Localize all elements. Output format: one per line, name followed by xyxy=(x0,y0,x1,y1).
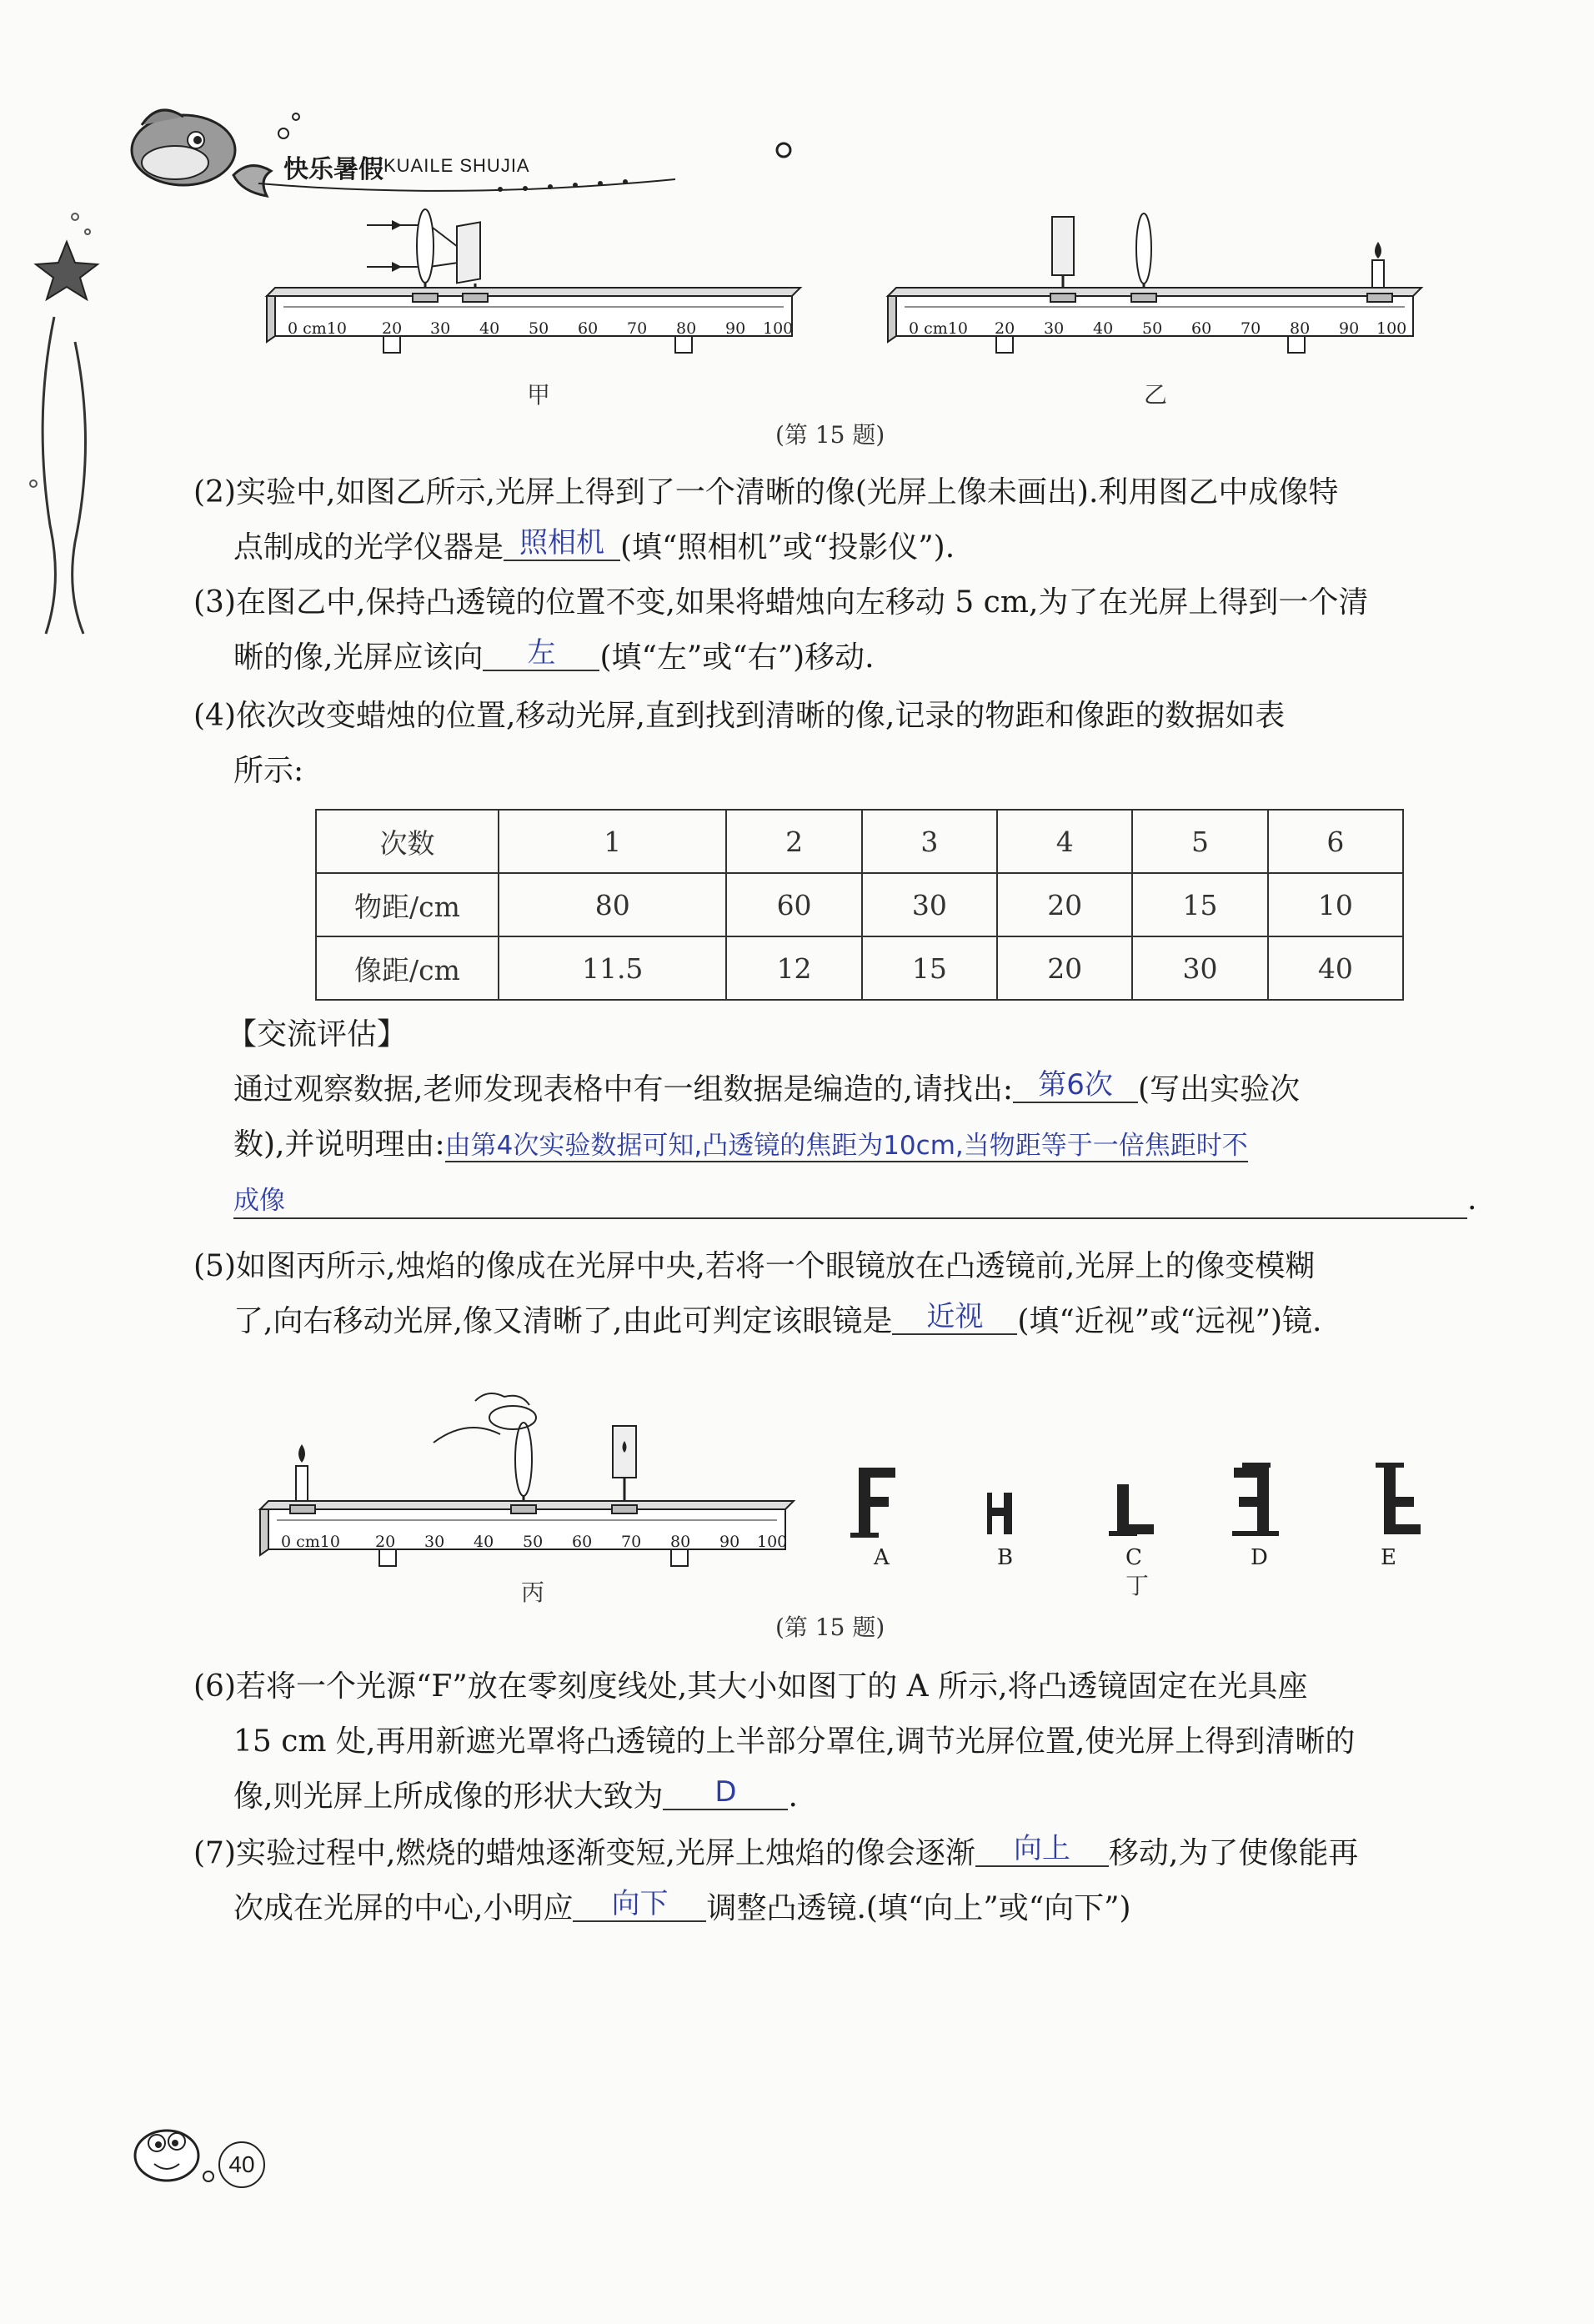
letter-label: B xyxy=(997,1545,1014,1570)
letter-label: A xyxy=(874,1545,890,1570)
table-cell: 15 xyxy=(862,936,997,1000)
figure-ding xyxy=(850,1463,1421,1570)
q7-answer1-blank[interactable]: 向上 xyxy=(975,1832,1109,1867)
table-cell: 30 xyxy=(862,873,997,936)
table-row xyxy=(316,936,1403,1000)
q2-answer-blank[interactable]: 照相机 xyxy=(504,526,620,561)
figure-label-ding: 丁 xyxy=(1125,1572,1150,1599)
q4-line2: 所示: xyxy=(233,754,304,788)
data-table xyxy=(315,809,1404,1001)
ruler-tick-label: 30 xyxy=(430,319,451,338)
q3-line2-post: (填“左”或“右”)移动. xyxy=(599,640,875,675)
ruler-tick-label: 60 xyxy=(578,319,599,338)
q7-line1-pre: (7)实验过程中,燃烧的蜡烛逐渐变短,光屏上烛焰的像会逐渐 xyxy=(193,1836,975,1870)
letter-shape-c-icon xyxy=(1109,1484,1154,1536)
ruler-tick-label: 80 xyxy=(676,319,697,338)
ruler-tick-label: 40 xyxy=(479,319,500,338)
table-cell: 20 xyxy=(997,873,1132,936)
ruler-tick-label: 90 xyxy=(1339,319,1360,338)
ruler-tick-label: 70 xyxy=(627,319,648,338)
letter-label: C xyxy=(1125,1545,1142,1570)
q7-line2-pre: 次成在光屏的中心,小明应 xyxy=(233,1891,574,1925)
ruler-tick-label: 100 xyxy=(1376,319,1407,338)
ruler-tick-label: 0 cm10 xyxy=(281,1533,340,1551)
q7-answer2-blank[interactable]: 向下 xyxy=(573,1887,706,1922)
question-6 xyxy=(193,1659,1355,1825)
ruler-tick-label: 100 xyxy=(763,319,794,338)
question-7 xyxy=(193,1826,1358,1936)
table-cell: 5 xyxy=(1132,810,1267,873)
q6-line2: 15 cm 处,再用新遮光罩将凸透镜的上半部分罩住,调节光屏位置,使光屏上得到清晰的 xyxy=(233,1724,1356,1759)
ruler-tick-label: 50 xyxy=(523,1533,544,1551)
q2-line2-post: (填“照相机”或“投影仪”). xyxy=(620,530,955,565)
eval-answer1-blank[interactable]: 第6次 xyxy=(1013,1068,1138,1103)
letter-label: D xyxy=(1251,1545,1268,1570)
table-cell: 4 xyxy=(997,810,1132,873)
q7-line2-post: 调整凸透镜.(填“向上”或“向下”) xyxy=(706,1891,1131,1925)
q6-line3-post: . xyxy=(788,1779,798,1814)
evaluation-section xyxy=(227,1007,1476,1227)
question-3 xyxy=(193,575,1368,685)
question-5 xyxy=(193,1239,1322,1349)
ruler-tick-label: 70 xyxy=(1241,319,1261,338)
table-cell: 10 xyxy=(1268,873,1403,936)
q5-line1: (5)如图丙所示,烛焰的像成在光屏中央,若将一个眼镜放在凸透镜前,光屏上的像变模糊 xyxy=(193,1249,1316,1283)
letter-shape-d-icon xyxy=(1232,1463,1279,1536)
table-cell: 2 xyxy=(726,810,861,873)
table-cell: 60 xyxy=(726,873,861,936)
ruler-tick-label: 20 xyxy=(382,319,403,338)
ruler-tick-label: 90 xyxy=(725,319,746,338)
ruler-tick-label: 60 xyxy=(572,1533,593,1551)
table-cell: 40 xyxy=(1268,936,1403,1000)
q3-line2-pre: 晰的像,光屏应该向 xyxy=(233,640,484,675)
eval-line3-end: . xyxy=(1467,1182,1477,1217)
table-cell: 15 xyxy=(1132,873,1267,936)
figure-yi xyxy=(888,213,1421,353)
table-cell: 80 xyxy=(499,873,726,936)
q5-line2-post: (填“近视”或“远视”)镜. xyxy=(1017,1304,1322,1338)
fish-mascot-icon xyxy=(125,2118,217,2193)
figure-caption-top: (第 15 题) xyxy=(775,421,885,449)
figure-caption-bottom: (第 15 题) xyxy=(775,1614,885,1641)
figure-bing xyxy=(260,1393,794,1566)
eval-line1-pre: 通过观察数据,老师发现表格中有一组数据是编造的,请找出: xyxy=(233,1072,1014,1107)
eval-answer2-line1[interactable]: 由第4次实验数据可知,凸透镜的焦距为10cm,当物距等于一倍焦距时不 xyxy=(444,1131,1248,1161)
eval-line1-post: (写出实验次 xyxy=(1138,1072,1301,1107)
ruler-tick-label: 30 xyxy=(1044,319,1065,338)
question-4 xyxy=(193,689,1285,799)
table-cell: 6 xyxy=(1268,810,1403,873)
ruler-tick-label: 80 xyxy=(1290,319,1311,338)
ruler-tick-label: 20 xyxy=(995,319,1015,338)
q6-line1: (6)若将一个光源“F”放在零刻度线处,其大小如图丁的 A 所示,将凸透镜固定在光具座 xyxy=(193,1669,1308,1704)
ruler-tick-label: 100 xyxy=(757,1533,788,1551)
q2-line1: (2)实验中,如图乙所示,光屏上得到了一个清晰的像(光屏上像未画出).利用图乙中成像特 xyxy=(193,475,1339,509)
table-row xyxy=(316,873,1403,936)
page-number: 40 xyxy=(218,2141,265,2188)
table-cell: 1 xyxy=(499,810,726,873)
table-row-label: 物距/cm xyxy=(316,873,499,936)
q4-line1: (4)依次改变蜡烛的位置,移动光屏,直到找到清晰的像,记录的物距和像距的数据如表 xyxy=(193,699,1286,733)
page-footer xyxy=(125,2118,325,2201)
ruler-tick-label: 60 xyxy=(1191,319,1212,338)
figure-label-bing: 丙 xyxy=(521,1579,545,1606)
ruler-tick-label: 70 xyxy=(621,1533,642,1551)
ruler-tick-label: 30 xyxy=(424,1533,445,1551)
ruler-tick-label: 40 xyxy=(1093,319,1114,338)
ruler-tick-label: 0 cm10 xyxy=(909,319,968,338)
header-subtitle: KUAILE SHUJIA xyxy=(383,155,530,176)
q3-answer-blank[interactable]: 左 xyxy=(483,636,599,671)
letter-shape-b-icon xyxy=(987,1493,1012,1534)
ruler-tick-label: 40 xyxy=(474,1533,494,1551)
ruler-tick-label: 20 xyxy=(375,1533,396,1551)
ruler-tick-label: 0 cm10 xyxy=(288,319,347,338)
q2-line2-pre: 点制成的光学仪器是 xyxy=(233,530,504,565)
table-cell: 30 xyxy=(1132,936,1267,1000)
letter-label: E xyxy=(1381,1545,1396,1570)
q5-answer-blank[interactable]: 近视 xyxy=(892,1300,1017,1335)
evaluation-heading: 【交流评估】 xyxy=(227,1017,408,1052)
figure-jia xyxy=(267,209,800,353)
table-cell: 11.5 xyxy=(499,936,726,1000)
eval-line2-pre: 数),并说明理由: xyxy=(233,1127,445,1162)
table-row-label: 像距/cm xyxy=(316,936,499,1000)
figure-label-jia: 甲 xyxy=(527,381,551,409)
ruler-tick-label: 50 xyxy=(529,319,549,338)
q7-line1-post: 移动,为了使像能再 xyxy=(1108,1836,1359,1870)
ruler-tick-label: 80 xyxy=(670,1533,691,1551)
eval-answer2-line2[interactable]: 成像 xyxy=(233,1184,1467,1219)
ruler-tick-label: 50 xyxy=(1142,319,1163,338)
q6-line3-pre: 像,则光屏上所成像的形状大致为 xyxy=(233,1779,664,1814)
header-title: 快乐暑假 xyxy=(283,155,383,184)
figure-bottom xyxy=(0,1376,1467,1593)
q5-line2-pre: 了,向右移动光屏,像又清晰了,由此可判定该眼镜是 xyxy=(233,1304,893,1338)
question-2 xyxy=(193,465,1338,575)
table-row xyxy=(316,810,1403,873)
letter-shape-e-icon xyxy=(1376,1463,1421,1534)
table-cell: 12 xyxy=(726,936,861,1000)
q3-line1: (3)在图乙中,保持凸透镜的位置不变,如果将蜡烛向左移动 5 cm,为了在光屏上得到一个清 xyxy=(193,585,1369,620)
ruler-tick-label: 90 xyxy=(719,1533,740,1551)
table-row-label: 次数 xyxy=(316,810,499,873)
figure-top xyxy=(0,200,1467,417)
figure-label-yi: 乙 xyxy=(1144,381,1168,409)
letter-shape-a-icon xyxy=(850,1468,895,1538)
table-cell: 20 xyxy=(997,936,1132,1000)
table-cell: 3 xyxy=(862,810,997,873)
q6-answer-blank[interactable]: D xyxy=(663,1775,788,1810)
header xyxy=(108,100,775,208)
